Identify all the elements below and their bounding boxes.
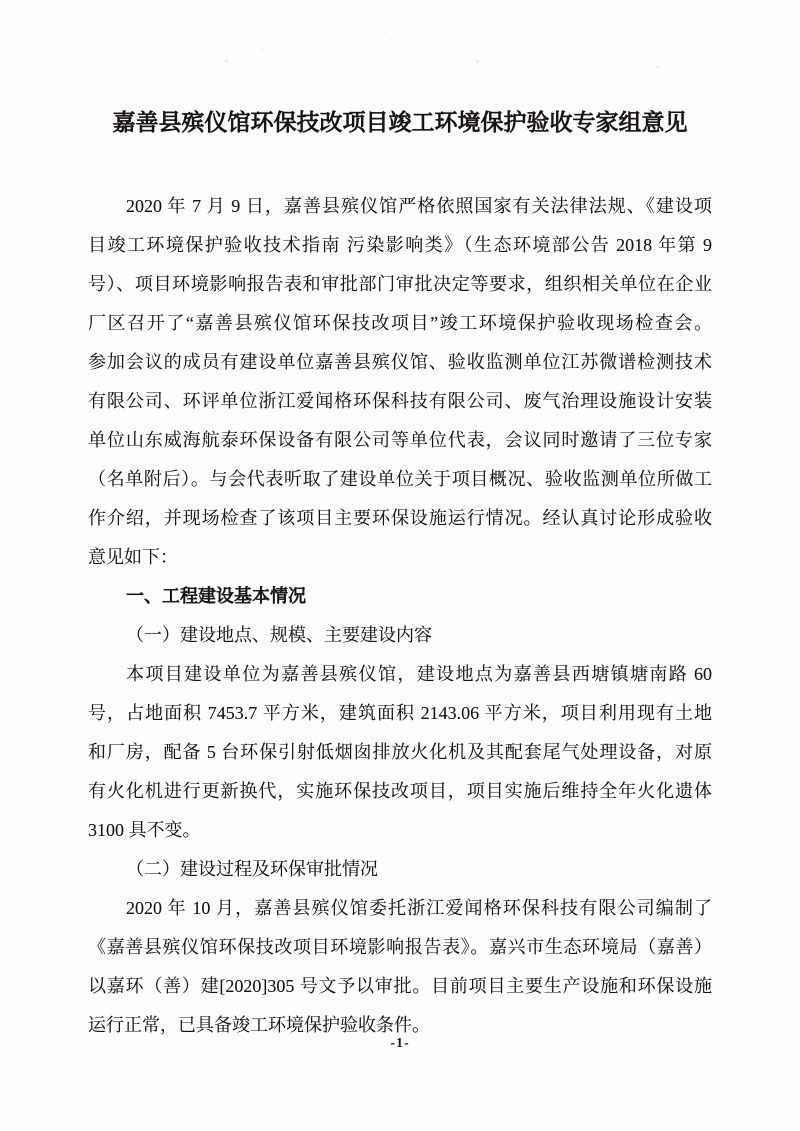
document-body xyxy=(88,187,712,1045)
text-line: （名单附后）。与会代表听取了建设单位关于项目概况、验收监测单位所做工 xyxy=(88,469,712,489)
page-number: -1- xyxy=(390,1036,410,1051)
text-line: 2020 年 7 月 9 日，嘉善县殡仪馆严格依照国家有关法律法规、《建设项 xyxy=(126,196,712,216)
scan-speck xyxy=(225,60,228,62)
text-line: 2020 年 10 月，嘉善县殡仪馆委托浙江爱闻格环保科技有限公司编制了 xyxy=(126,898,712,918)
document-title: 嘉善县殡仪馆环保技改项目竣工环境保护验收专家组意见 xyxy=(112,110,688,135)
text-line: 本项目建设单位为嘉善县殡仪馆，建设地点为嘉善县西塘镇塘南路 60 xyxy=(126,664,712,684)
subsection-heading: （一）建设地点、规模、主要建设内容 xyxy=(126,625,432,645)
text-line: 参加会议的成员有建设单位嘉善县殡仪馆、验收监测单位江苏微谱检测技术 xyxy=(88,352,712,372)
text-line: 《嘉善县殡仪馆环保技改项目环境影响报告表》。嘉兴市生态环境局（嘉善） xyxy=(88,937,712,957)
text-line: 厂区召开了“嘉善县殡仪馆环保技改项目”竣工环境保护验收现场检查会。 xyxy=(88,313,712,333)
scan-speck xyxy=(656,66,659,68)
text-line: 目竣工环境保护验收技术指南 污染影响类》（生态环境部公告 2018 年第 9 xyxy=(88,235,712,255)
section-heading: 一、工程建设基本情况 xyxy=(126,586,306,606)
text-line: 有火化机进行更新换代，实施环保技改项目，项目实施后维持全年火化遗体 xyxy=(88,781,712,801)
text-line: 3100 具不变。 xyxy=(88,820,201,840)
text-line: 作介绍，并现场检查了该项目主要环保设施运行情况。经认真讨论形成验收 xyxy=(88,508,712,528)
text-line: 以嘉环（善）建[2020]305 号文予以审批。目前项目主要生产设施和环保设施 xyxy=(88,976,712,996)
scan-speck xyxy=(476,60,479,63)
scan-speck xyxy=(182,15,184,17)
scan-speck xyxy=(261,48,263,50)
subsection-heading: （二）建设过程及环保审批情况 xyxy=(126,859,378,879)
text-line: 有限公司、环评单位浙江爱闻格环保科技有限公司、废气治理设施设计安装 xyxy=(88,391,712,411)
text-line: 意见如下： xyxy=(88,547,178,567)
text-line: 号，占地面积 7453.7 平方米，建筑面积 2143.06 平方米，项目利用现有土地 xyxy=(88,703,712,723)
scan-speck xyxy=(383,31,386,33)
text-line: 单位山东威海航泰环保设备有限公司等单位代表，会议同时邀请了三位专家 xyxy=(88,430,712,450)
text-line: 和厂房，配备 5 台环保引射低烟囱排放火化机及其配套尾气处理设备，对原 xyxy=(88,742,712,762)
text-line: 号）、项目环境影响报告表和审批部门审批决定等要求，组织相关单位在企业 xyxy=(88,274,712,294)
text-line: 运行正常，已具备竣工环境保护验收条件。 xyxy=(88,1015,430,1035)
